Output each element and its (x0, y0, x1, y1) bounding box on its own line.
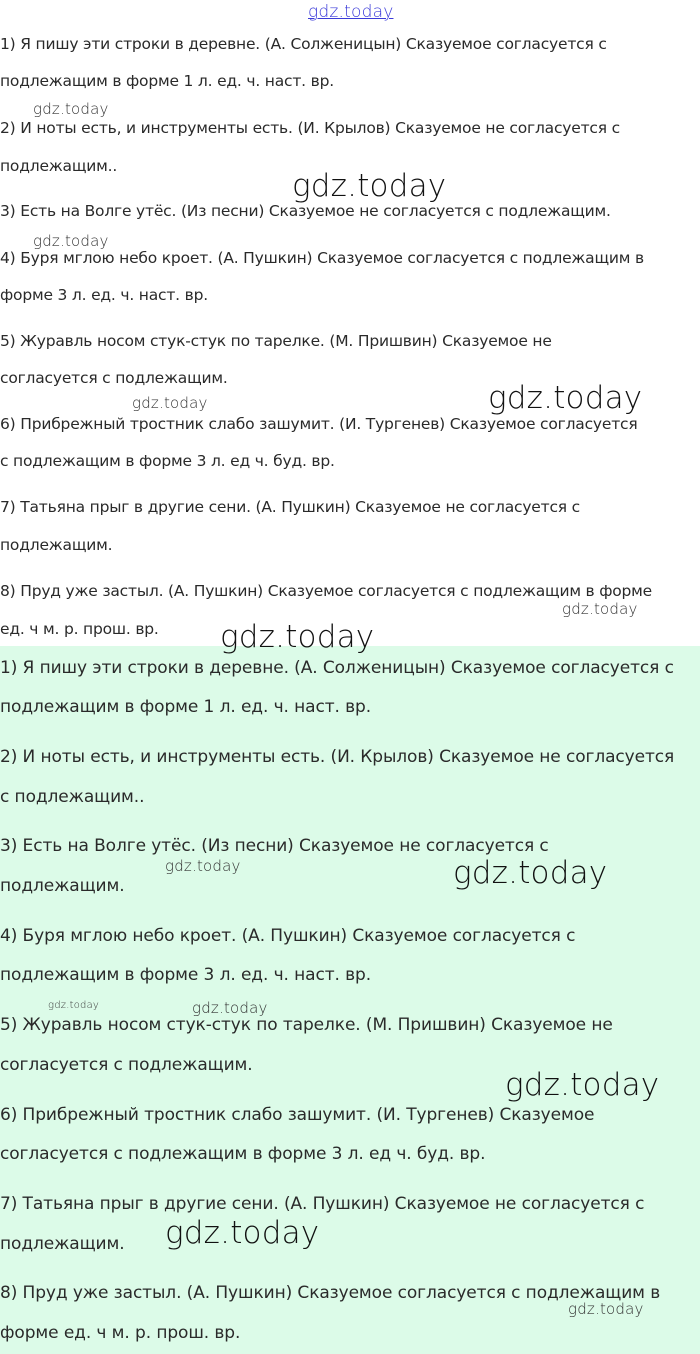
answer-line: с подлежащим в форме 3 л. ед ч. буд. вр. (0, 452, 335, 470)
watermark: gdz.today (165, 857, 241, 875)
answer-line: 1) Я пишу эти строки в деревне. (А. Солженицын) Сказуемое согласуется с (0, 658, 674, 678)
watermark-link[interactable]: gdz.today (308, 2, 394, 22)
answer-line: подлежащим. (0, 876, 125, 896)
watermark: gdz.today (33, 100, 109, 118)
watermark: gdz.today (132, 394, 208, 412)
answer-line: 8) Пруд уже застыл. (А. Пушкин) Сказуемое согласуется с подлежащим в (0, 1283, 661, 1303)
answer-line: согласуется с подлежащим. (0, 369, 228, 387)
answer-line: ед. ч м. р. прош. вр. (0, 620, 159, 638)
answer-line: подлежащим в форме 1 л. ед. ч. наст. вр. (0, 72, 334, 90)
answer-line: 6) Прибрежный тростник слабо зашумит. (И. Тургенев) Сказуемое (0, 1105, 595, 1125)
answer-line: с подлежащим.. (0, 787, 145, 807)
answer-line: подлежащим в форме 1 л. ед. ч. наст. вр. (0, 697, 372, 717)
answer-line: 8) Пруд уже застыл. (А. Пушкин) Сказуемое согласуется с подлежащим в форме (0, 582, 653, 600)
watermark: gdz.today (568, 1300, 644, 1318)
answer-line: 5) Журавль носом стук-стук по тарелке. (М. Пришвин) Сказуемое не (0, 332, 552, 350)
answer-line: подлежащим.. (0, 157, 118, 175)
watermark: gdz.today (192, 999, 268, 1017)
answer-line: согласуется с подлежащим. (0, 1055, 253, 1075)
watermark: gdz.today (453, 855, 608, 891)
answer-line: 7) Татьяна прыг в другие сени. (А. Пушкин) Сказуемое не согласуется с (0, 1194, 645, 1214)
answer-line: 2) И ноты есть, и инструменты есть. (И. Крылов) Сказуемое не согласуется с (0, 119, 620, 137)
answer-line: форме ед. ч м. р. прош. вр. (0, 1323, 241, 1343)
answer-line: 3) Есть на Волге утёс. (Из песни) Сказуемое не согласуется с (0, 836, 549, 856)
answer-block-highlighted (0, 646, 700, 1354)
answer-line: 4) Буря мглою небо кроет. (А. Пушкин) Сказуемое согласуется с подлежащим в (0, 249, 644, 267)
answer-line: форме 3 л. ед. ч. наст. вр. (0, 286, 208, 304)
answer-line: 7) Татьяна прыг в другие сени. (А. Пушкин) Сказуемое не согласуется с (0, 498, 580, 516)
watermark: gdz.today (488, 380, 643, 416)
answer-line: согласуется с подлежащим в форме 3 л. ед ч. буд. вр. (0, 1144, 486, 1164)
answer-block-plain (0, 0, 700, 646)
answer-line: подлежащим в форме 3 л. ед. ч. наст. вр. (0, 965, 372, 985)
answer-line: 4) Буря мглою небо кроет. (А. Пушкин) Сказуемое согласуется с (0, 926, 576, 946)
answer-line: 1) Я пишу эти строки в деревне. (А. Солженицын) Сказуемое согласуется с (0, 35, 607, 53)
answer-line: 5) Журавль носом стук-стук по тарелке. (М. Пришвин) Сказуемое не (0, 1015, 613, 1035)
answer-line: 6) Прибрежный тростник слабо зашумит. (И. Тургенев) Сказуемое согласуется (0, 415, 638, 433)
answer-line: подлежащим. (0, 536, 113, 554)
watermark: gdz.today (165, 1215, 320, 1251)
watermark: gdz.today (33, 232, 109, 250)
watermark: gdz.today (562, 600, 638, 618)
watermark: gdz.today (505, 1067, 660, 1103)
answer-line: 3) Есть на Волге утёс. (Из песни) Сказуемое не согласуется с подлежащим. (0, 202, 611, 220)
watermark: gdz.today (292, 168, 447, 204)
answer-line: 2) И ноты есть, и инструменты есть. (И. Крылов) Сказуемое не согласуется (0, 747, 675, 767)
watermark: gdz.today (220, 619, 375, 655)
watermark: gdz.today (48, 1000, 100, 1011)
answer-line: подлежащим. (0, 1234, 125, 1254)
